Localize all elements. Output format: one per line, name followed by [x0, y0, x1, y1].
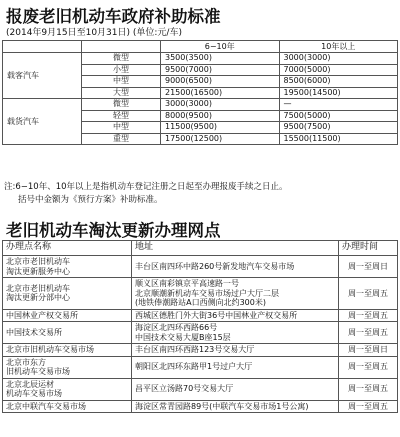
- amount-over-10: 19500(14500): [279, 87, 398, 99]
- point-address: 昌平区立汤路70号交易大厅: [132, 378, 339, 400]
- point-name: 北京市东方 旧机动车交易市场: [3, 356, 132, 378]
- amount-6-10: 3000(3000): [161, 99, 280, 111]
- amount-over-10: —: [279, 99, 398, 111]
- point-time: 周一至周五: [339, 400, 398, 413]
- amount-over-10: 7500(5000): [279, 110, 398, 122]
- table-row: [3, 53, 398, 65]
- point-address: 丰台区南四环中路260号新发地汽车交易市场: [132, 256, 339, 278]
- point-name: 北京市旧机动车交易市场: [3, 344, 132, 357]
- point-address: 西城区德胜门外大街36号中国林业产权交易所: [132, 309, 339, 322]
- point-name: 北京北辰运材 机动车交易市场: [3, 378, 132, 400]
- table-row: [3, 256, 398, 278]
- amount-6-10: 3500(3500): [161, 53, 280, 65]
- amount-over-10: 7000(5000): [279, 64, 398, 76]
- amount-6-10: 11500(9500): [161, 122, 280, 134]
- service-points-table: [2, 240, 398, 413]
- vehicle-type: 重型: [82, 133, 161, 145]
- header-time: 办理时间: [339, 241, 398, 256]
- point-name: 中国技术交易所: [3, 322, 132, 344]
- table-row: [3, 356, 398, 378]
- point-name: 北京中联汽车交易市场: [3, 400, 132, 413]
- point-time: 周一至周五: [339, 378, 398, 400]
- amount-over-10: 9500(7500): [279, 122, 398, 134]
- amount-6-10: 8000(9500): [161, 110, 280, 122]
- header-6-10-years: 6−10年: [161, 41, 280, 53]
- subsidy-standard-subtitle: (2014年9月15日至10月31日) (单位:元/车): [6, 28, 182, 38]
- point-time: 周一至周五: [339, 278, 398, 310]
- point-time: 周一至周五: [339, 322, 398, 344]
- point-address: 海淀区常青园路89号(中联汽车交易市场1号公寓): [132, 400, 339, 413]
- header-address: 地址: [132, 241, 339, 256]
- table-row: [3, 344, 398, 357]
- point-time: 周一至周五: [339, 309, 398, 322]
- table-row: [3, 378, 398, 400]
- subsidy-note-line1: 注:6−10年、10年以上是指机动车登记注册之日起至办理报废手续之日止。: [4, 182, 288, 192]
- service-points-header: [3, 241, 398, 256]
- vehicle-type: 中型: [82, 122, 161, 134]
- point-name: 北京市老旧机动车 淘汰更新分部中心: [3, 278, 132, 310]
- point-time: 周一至周日: [339, 344, 398, 357]
- amount-over-10: 8500(6000): [279, 76, 398, 88]
- point-time: 周一至周五: [339, 356, 398, 378]
- vehicle-type: 中型: [82, 76, 161, 88]
- amount-6-10: 9000(6500): [161, 76, 280, 88]
- vehicle-type: 大型: [82, 87, 161, 99]
- category-freight: 载货汽车: [3, 99, 82, 145]
- subsidy-table-header: [3, 41, 398, 53]
- point-name: 北京市老旧机动车 淘汰更新服务中心: [3, 256, 132, 278]
- amount-over-10: 15500(11500): [279, 133, 398, 145]
- amount-6-10: 17500(12500): [161, 133, 280, 145]
- point-address: 顺义区南彩镇京平高速路一号 北京顺潮新机动车交易市场过户大厅二层 (地铁俸潮路站A口西侧向北约300米): [132, 278, 339, 310]
- vehicle-type: 微型: [82, 99, 161, 111]
- point-address: 朝阳区北四环东路甲1号过户大厅: [132, 356, 339, 378]
- point-address: 丰台区南四环西路123号交易大厅: [132, 344, 339, 357]
- vehicle-type: 小型: [82, 64, 161, 76]
- header-over-10-years: 10年以上: [279, 41, 398, 53]
- subsidy-table: [2, 40, 398, 145]
- table-row: [3, 309, 398, 322]
- point-time: 周一至周日: [339, 256, 398, 278]
- category-passenger: 载客汽车: [3, 53, 82, 99]
- table-row: [3, 400, 398, 413]
- subsidy-standard-title: 报废老旧机动车政府补助标准: [6, 7, 221, 26]
- header-name: 办理点名称: [3, 241, 132, 256]
- service-points-title: 老旧机动车淘汰更新办理网点: [6, 221, 221, 240]
- table-row: [3, 99, 398, 111]
- vehicle-type: 轻型: [82, 110, 161, 122]
- subsidy-note-line2: 括号中金额为《预行方案》补助标准。: [18, 195, 163, 205]
- amount-6-10: 21500(16500): [161, 87, 280, 99]
- table-row: [3, 278, 398, 310]
- point-name: 中国林业产权交易所: [3, 309, 132, 322]
- vehicle-type: 微型: [82, 53, 161, 65]
- table-row: [3, 322, 398, 344]
- point-address: 海淀区北四环西路66号 中国技术交易大厦B座15层: [132, 322, 339, 344]
- amount-6-10: 9500(7000): [161, 64, 280, 76]
- amount-over-10: 3000(3000): [279, 53, 398, 65]
